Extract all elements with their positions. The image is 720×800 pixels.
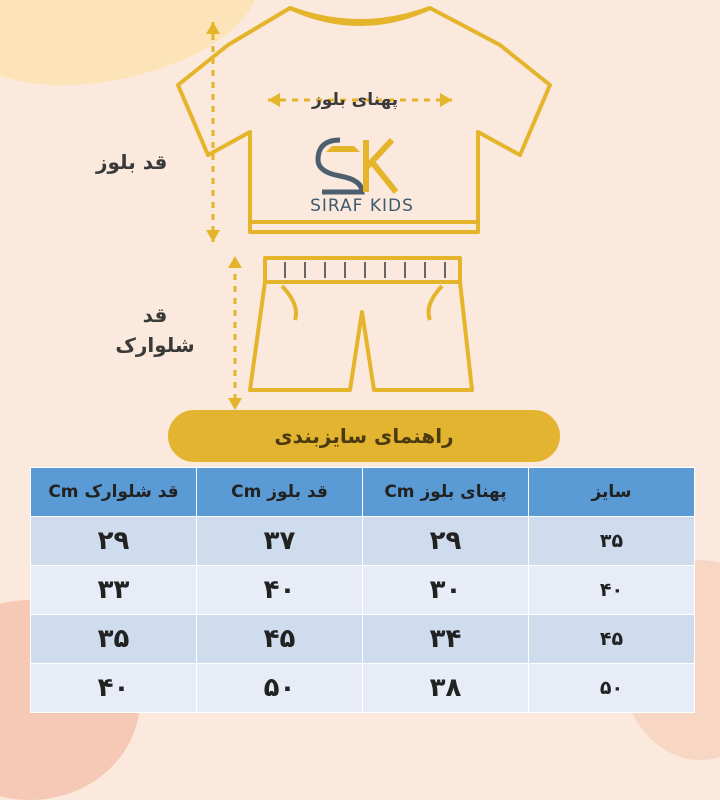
cell-pants: ۳۳: [31, 566, 197, 615]
table-row: [31, 615, 695, 664]
cell-size: ۵۰: [529, 664, 695, 713]
table-row: [31, 664, 695, 713]
size-guide-banner: [168, 410, 560, 462]
header-shirt-width: پهنای بلوز Cm: [363, 468, 529, 517]
cell-width: ۳۴: [363, 615, 529, 664]
cell-size: ۴۰: [529, 566, 695, 615]
cell-width: ۲۹: [363, 517, 529, 566]
cell-shirt: ۳۷: [197, 517, 363, 566]
cell-size: ۳۵: [529, 517, 695, 566]
header-size: سایز: [529, 468, 695, 517]
tshirt-collar: [290, 8, 430, 21]
pants-label-line2: شلوارک: [115, 333, 195, 357]
siraf-kids-logo: [318, 140, 396, 192]
shirt-length-label: قد بلوز: [96, 150, 168, 174]
cell-pants: ۳۵: [31, 615, 197, 664]
shorts-pocket-left: [282, 286, 296, 320]
cell-shirt: ۵۰: [197, 664, 363, 713]
shorts-waistband: [265, 258, 460, 282]
cell-pants: ۴۰: [31, 664, 197, 713]
shorts-outline: [250, 282, 472, 390]
table-row: [31, 517, 695, 566]
table-header-row: [31, 468, 695, 517]
pants-length-label: [100, 300, 210, 360]
shorts-pocket-right: [429, 286, 443, 320]
size-table: [30, 467, 695, 713]
table-row: [31, 566, 695, 615]
cell-pants: ۲۹: [31, 517, 197, 566]
shirt-width-label: پهنای بلوز: [312, 90, 399, 110]
cell-shirt: ۴۵: [197, 615, 363, 664]
cell-width: ۳۰: [363, 566, 529, 615]
cell-shirt: ۴۰: [197, 566, 363, 615]
header-shirt-length: قد بلوز Cm: [197, 468, 363, 517]
cell-width: ۳۸: [363, 664, 529, 713]
header-pants-length: قد شلوارک Cm: [31, 468, 197, 517]
banner-title: راهنمای سایزبندی: [274, 424, 454, 448]
brand-name: SIRAF KIDS: [310, 196, 414, 216]
pants-label-line1: قد: [142, 303, 168, 327]
cell-size: ۴۵: [529, 615, 695, 664]
